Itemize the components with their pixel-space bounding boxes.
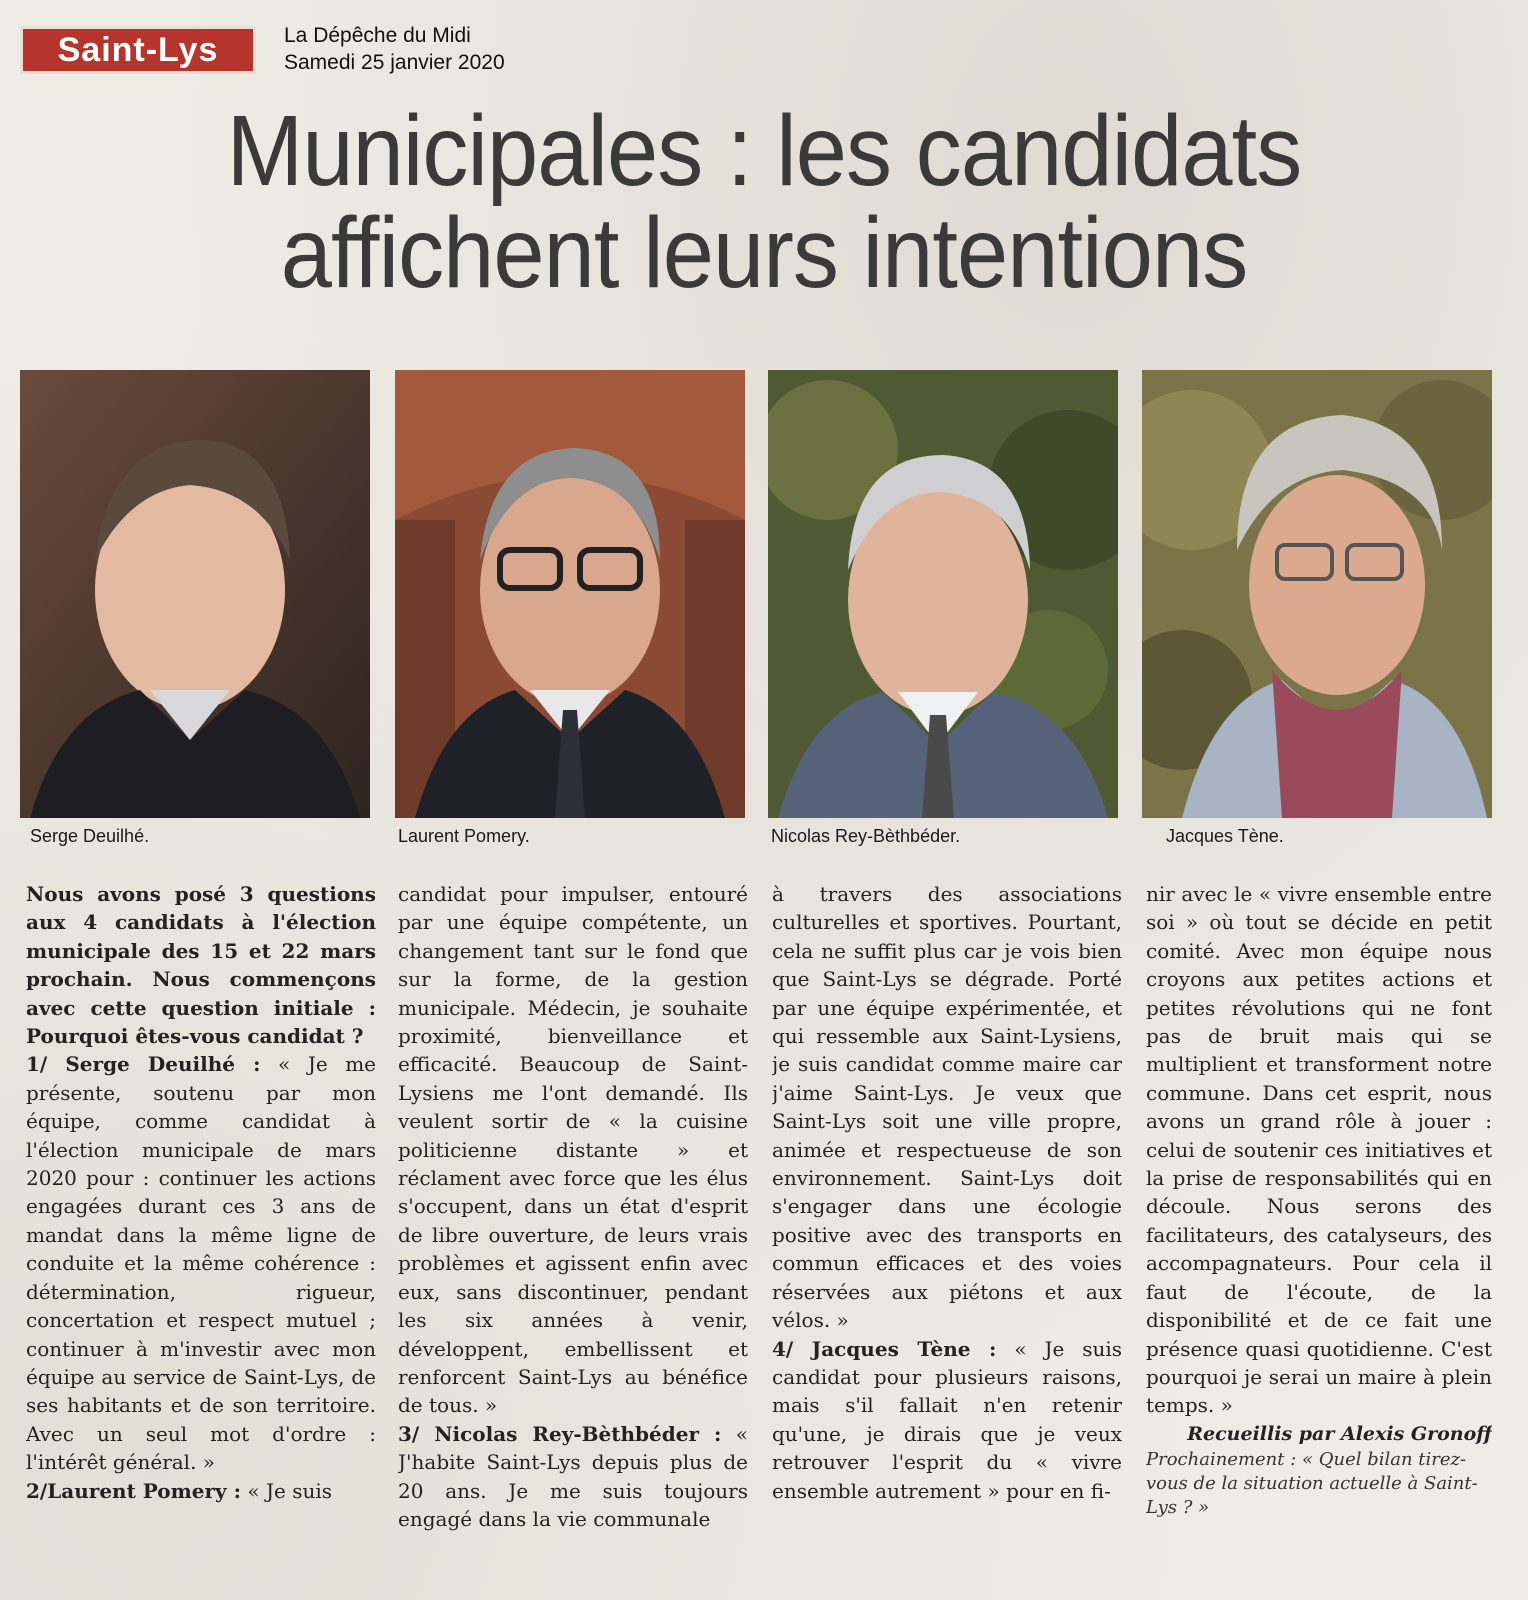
photo-caption-1: Serge Deuilhé. <box>30 826 150 846</box>
section-badge: Saint-Lys <box>20 26 256 74</box>
portrait-jacques-tene <box>1142 370 1492 818</box>
photo-caption-2: Laurent Pomery. <box>398 826 530 846</box>
answer-4-start <box>772 1335 1122 1505</box>
next-article-teaser: Prochainement : « Quel bilan tirez-vous de la situation actuelle à Saint-Lys ? » <box>1146 1449 1478 1519</box>
photo-caption-4: Jacques Tène. <box>1166 826 1284 846</box>
answer-3-start <box>398 1420 748 1534</box>
answer-2-text-start: « Je suis <box>247 1478 332 1503</box>
answer-3-text-start: « J'habite Saint-Lys depuis plus de 20 ans. Je me suis toujours engagé dans la vie communale <box>398 1421 748 1531</box>
article-column-3 <box>772 880 1122 1580</box>
headline-line-1: Municipales : les candidats <box>226 95 1302 207</box>
publication-date: Samedi 25 janvier 2020 <box>284 51 505 74</box>
answer-4-speaker: 4/ Jacques Tène : <box>772 1336 997 1361</box>
portrait-nicolas-rey-bethbeder <box>768 370 1118 818</box>
answer-2-speaker: 2/Laurent Pomery : <box>26 1478 242 1503</box>
portrait-serge-deuilhe <box>20 370 370 818</box>
article-byline: Recueillis par Alexis Gronoff <box>1187 1422 1492 1445</box>
portrait-laurent-pomery <box>395 370 745 818</box>
headline-line-2: affichent leurs intentions <box>280 197 1248 309</box>
article-intro: Nous avons posé 3 questions aux 4 candidats à l'élection municipale des 15 et 22 mars prochain. Nous commençons avec cette question initiale : Pourquoi êtes-vous candidat ? <box>26 882 376 1049</box>
newspaper-name: La Dépêche du Midi <box>284 24 471 47</box>
answer-1-speaker: 1/ Serge Deuilhé : <box>26 1052 261 1077</box>
article-column-4 <box>1146 880 1492 1580</box>
answer-3-text-continued: à travers des associations culturelles et sportives. Pourtant, cela ne suffit plus car je vois bien que Saint-Lys se dégrade. Porté par une équipe expérimentée, et qui ressemble aux Saint-Lysiens, je suis candidat comme maire car j'aime Saint-Lys. Je veux que Saint-Lys soit une ville propre, animée et respectueuse de son environnement. Saint-Lys doit s'engager dans une écologie positive avec des transports en commun efficaces et des voies réservées aux piétons et aux vélos. » <box>772 882 1122 1333</box>
article-column-2 <box>398 880 748 1580</box>
answer-4-text-continued: nir avec le « vivre ensemble entre soi » où tout se décide en petit comité. Avec mon équipe nous croyons aux petites actions et petites révolutions qui ne font pas de bruit mais qui se multiplient et transforment notre commune. Dans cet esprit, nous avons un grand rôle à jouer : celui de soutenir ces initiatives et la prise de responsabilités qui en découle. Nous serons des facilitateurs, des catalyseurs, des accompagnateurs. Pour cela il faut de l'écoute, de la disponibilité et de ce fait une présence quasi quotidienne. C'est pourquoi je serai un maire à plein temps. » <box>1146 882 1492 1418</box>
answer-1 <box>26 1050 376 1476</box>
photo-caption-3: Nicolas Rey-Bèthbéder. <box>771 826 961 846</box>
answer-4-text-start: « Je suis candidat pour plusieurs raisons, mais s'il fallait n'en retenir qu'une, je dirais que je veux retrouver l'esprit du « vivre ensemble autrement » pour en fi- <box>772 1336 1122 1503</box>
answer-2-start <box>26 1477 376 1505</box>
answer-3-speaker: 3/ Nicolas Rey-Bèthbéder : <box>398 1421 722 1446</box>
answer-1-text: « Je me présente, soutenu par mon équipe, comme candidat à l'élection municipale de mars 2020 pour : continuer les actions engagées durant ces 3 ans de mandat dans la même ligne de conduite et la même cohérence : détermination, rigueur, concertation et respect mutuel ; continuer à m'investir avec mon équipe au service de Saint-Lys, de ses habitants et de son territoire. Avec un seul mot d'ordre : l'intérêt général. » <box>26 1052 376 1475</box>
candidate-photo-4 <box>1142 370 1492 818</box>
candidate-photo-2 <box>395 370 745 818</box>
article-column-1 <box>26 880 376 1580</box>
answer-2-text-continued: candidat pour impulser, entouré par une équipe compétente, un changement tant sur le fond que sur la forme, de la gestion municipale. Médecin, je souhaite proximité, bienveillance et efficacité. Beaucoup de Saint-Lysiens me l'ont demandé. Ils veulent sortir de « la cuisine politicienne distante » et réclament avec force que les élus s'occupent, dans un état d'esprit de libre ouverture, de leurs vrais problèmes et agissent enfin avec eux, sans discontinuer, pendant les six années à venir, développent, embellissent et renforcent Saint-Lys au bénéfice de tous. » <box>398 882 748 1418</box>
headline <box>61 95 1467 309</box>
source-line <box>284 22 505 76</box>
candidate-photo-1 <box>20 370 370 818</box>
candidate-photo-3 <box>768 370 1118 818</box>
